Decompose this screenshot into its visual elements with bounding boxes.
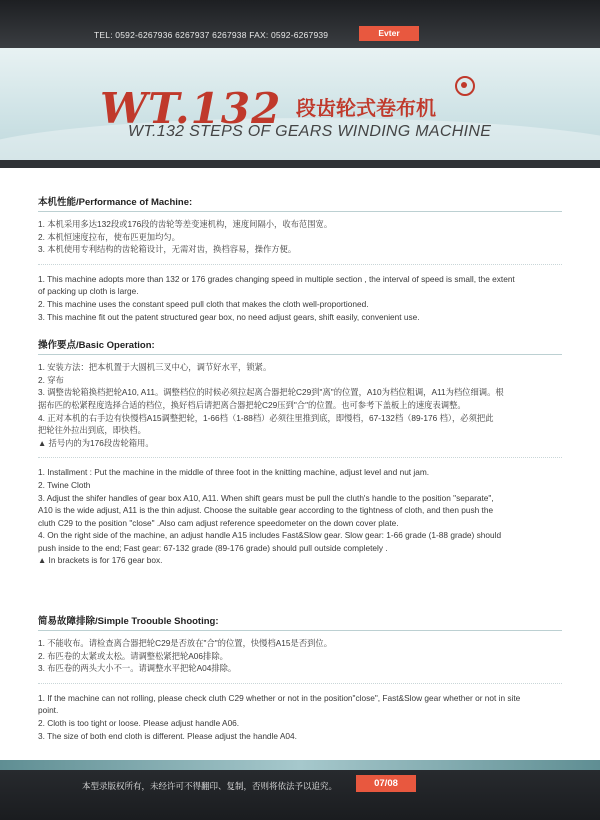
performance-heading: 本机性能/Performance of Machine: — [38, 194, 562, 212]
top-bar — [0, 0, 600, 48]
performance-cn-line: 3. 本机使用专利结构的齿轮箱设计，无需对齿，换档容易，操作方便。 — [38, 244, 297, 255]
operation-en-line: 1. Installment : Put the machine in the middle of three foot in the knitting machine, adjust level and nut jam. — [38, 467, 430, 478]
troubleshooting-en-line: 3. The size of both end cloth is different. Please adjust the handle A04. — [38, 730, 297, 741]
footer-stripe — [0, 760, 600, 770]
english-title: WT.132 STEPS OF GEARS WINDING MACHINE — [128, 123, 492, 140]
operation-cn-line: 1. 安装方法：把本机置于大圆机三叉中心，调节好水平，锁紧。 — [38, 362, 272, 373]
performance-en-line: 2. This machine uses the constant speed pull cloth that makes the cloth well-proportioned. — [38, 298, 369, 309]
page-number: 07/08 — [356, 775, 416, 792]
performance-en-line: 1. This machine adopts more than 132 or 176 grades changing speed in multiple section , the interval of speed is small, the extent — [38, 273, 515, 284]
operation-cn-line: 2. 穿布 — [38, 374, 64, 385]
banner-stripe — [0, 160, 600, 168]
operation-cn-line: ▲ 括号内的为176段齿轮箱用。 — [38, 437, 154, 448]
content — [38, 194, 562, 742]
performance-en-line: of packing up cloth is large. — [38, 286, 139, 297]
operation-en-line: A10 is the wide adjust, A11 is the thin adjust. Choose the suitable gear according to the tightness of cloth, and then push the — [38, 505, 494, 516]
troubleshooting-cn-line: 1. 不能收布。请检查离合器把轮C29是否放在"合"的位置，快慢档A15是否到位。 — [38, 638, 333, 649]
troubleshooting-heading: 简易故障排除/Simple Troouble Shooting: — [38, 613, 562, 631]
troubleshooting-en-line: 1. If the machine can not rolling, please check cluth C29 whether or not in the position"close", Fast&Slow gear whether or not in site — [38, 692, 521, 703]
divider — [38, 256, 562, 265]
operation-en-line: 2. Twine Cloth — [38, 479, 91, 490]
operation-en-line: 4. On the right side of the machine, an adjust handle A15 includes Fast&Slow gear. Slow gear: 1-66 grade (1-88 grade) should — [38, 530, 502, 541]
contact-info: TEL: 0592-6267936 6267937 6267938 FAX: 0592-6267939 — [94, 30, 329, 40]
troubleshooting-cn-line: 2. 布匹卷的太紧或太松。请调整松紧把轮A06排除。 — [38, 650, 228, 661]
operation-cn-line: 据布匹的松紧程度选择合适的档位，换好档后请把离合器把轮C29压到"合"的位置。也可参考下盖板上的速度表调整。 — [38, 399, 466, 410]
divider — [38, 449, 562, 458]
chinese-title: 段齿轮式卷布机 — [296, 98, 436, 120]
performance-en-line: 3. This machine fit out the patent structured gear box, no need adjust gears, shift easily, convenient use. — [38, 311, 420, 322]
operation-en-line: ▲ In brackets is for 176 gear box. — [38, 555, 163, 566]
operation-heading: 操作要点/Basic Operation: — [38, 337, 562, 355]
brand-logo: Evter — [359, 26, 419, 41]
divider — [38, 675, 562, 684]
operation-en-line: cluth C29 to the position "close" .Also cam adjust reference speedometer on the down cover plate. — [38, 517, 399, 528]
performance-cn-line: 2. 本机恒速度拉布，使布匹更加均匀。 — [38, 231, 180, 242]
troubleshooting-en-line: 2. Cloth is too tight or loose. Please adjust handle A06. — [38, 718, 240, 729]
operation-en-line: push inside to the end; Fast gear: 67-132 grade (89-176 grade) should pull outside completely . — [38, 542, 388, 553]
operation-cn-line: 3. 调整齿轮箱换档把轮A10, A11。调整档位的时候必须拉起离合器把轮C29到"离"的位置，A10为档位粗调，A11为档位细调。根 — [38, 387, 504, 398]
troubleshooting-cn-line: 3. 布匹卷的两头大小不一。请调整水平把轮A04排除。 — [38, 663, 237, 674]
operation-en-line: 3. Adjust the shifer handles of gear box A10, A11. When shift gears must be pull the cluth's handle to the position "separate", — [38, 492, 494, 503]
target-dot — [461, 82, 467, 88]
model-title: WT.132 — [100, 84, 282, 133]
copyright-notice: 本型录版权所有，未经许可不得翻印、复制，否则将依法予以追究。 — [82, 781, 338, 791]
operation-cn-line: 4. 正对本机的右手边有快慢档A15调整把轮，1-66档（1-88档）必须往里推到底，即慢档，67-132档（89-176 档），必须把此 — [38, 412, 494, 423]
troubleshooting-en-line: point. — [38, 705, 59, 716]
operation-cn-line: 把轮往外拉出到底，即快档。 — [38, 425, 146, 436]
performance-cn-line: 1. 本机采用多达132段或176段的齿轮等差变速机构，速度间隔小，收布范围宽。 — [38, 219, 333, 229]
